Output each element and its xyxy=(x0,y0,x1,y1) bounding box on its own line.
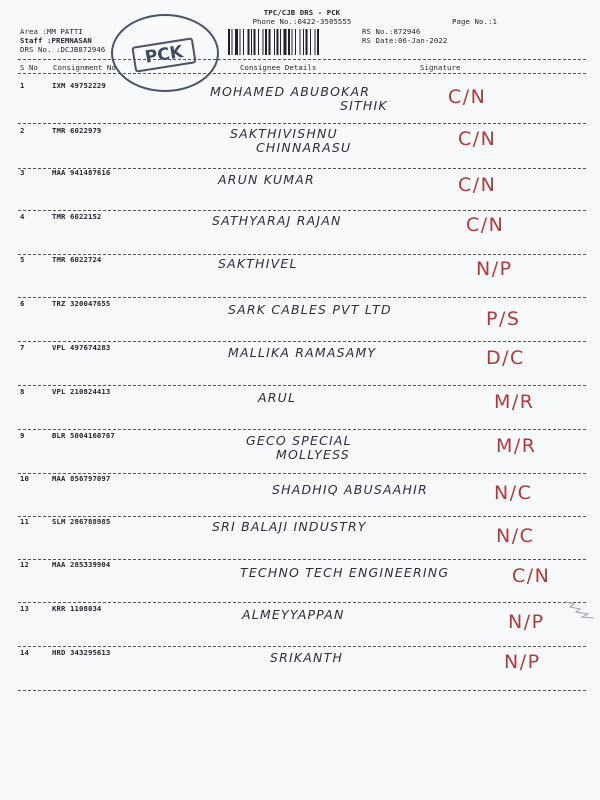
consignee-name: SAKTHIVISHNU xyxy=(230,126,338,141)
consignee-name: SRIKANTH xyxy=(270,650,344,665)
header-rule-bottom xyxy=(18,73,586,74)
row-consignment-number: KRR 1108034 xyxy=(52,604,102,613)
header-meta xyxy=(20,27,105,54)
phone-number: Phone No.:0422-3505555 xyxy=(252,17,352,26)
row-divider xyxy=(18,341,586,342)
col-header-sno: S No xyxy=(20,63,38,72)
row-consignment-number: SLM 286788985 xyxy=(52,517,111,526)
delivery-status-signature: N/C xyxy=(496,525,535,547)
barcode xyxy=(228,29,352,55)
delivery-status-signature: C/N xyxy=(466,214,505,236)
consignee-name: ARUL xyxy=(258,390,297,405)
consignee-name: SHADHIQ ABUSAAHIR xyxy=(272,482,428,497)
consignee-name-line2: CHINNARASU xyxy=(256,140,352,155)
row-sno: 3 xyxy=(20,168,25,177)
delivery-status-signature: C/N xyxy=(458,128,497,150)
row-consignment-number: TMR 6022152 xyxy=(52,212,102,221)
row-consignment-number: BLR 5004160767 xyxy=(52,431,115,440)
delivery-status-signature: P/S xyxy=(486,308,521,330)
row-consignment-number: TRZ 320047655 xyxy=(52,299,111,308)
consignee-name-line2: SITHIK xyxy=(340,98,388,113)
row-divider xyxy=(18,297,586,298)
row-divider xyxy=(18,646,586,647)
consignee-name: ALMEYYAPPAN xyxy=(242,607,345,622)
row-divider xyxy=(18,690,586,691)
col-header-consignment: Consignment No xyxy=(53,63,116,72)
row-divider xyxy=(18,254,586,255)
row-consignment-number: MAA 856797097 xyxy=(52,474,111,483)
delivery-status-signature: C/N xyxy=(448,86,487,108)
stamp-label: PCK xyxy=(131,37,196,72)
row-sno: 11 xyxy=(20,517,29,526)
col-header-consignee-details: Consignee Details xyxy=(240,63,317,72)
row-consignment-number: HRD 343295613 xyxy=(52,648,111,657)
delivery-status-signature: M/R xyxy=(494,391,535,413)
delivery-status-signature: N/P xyxy=(476,258,513,280)
row-consignment-number: VPL 497674283 xyxy=(52,343,111,352)
row-consignment-number: TMR 6022724 xyxy=(52,255,102,264)
row-sno: 12 xyxy=(20,560,29,569)
row-divider xyxy=(18,123,586,124)
row-sno: 1 xyxy=(20,81,25,90)
delivery-status-signature: C/N xyxy=(458,174,497,196)
consignee-name: SRI BALAJI INDUSTRY xyxy=(212,519,367,534)
delivery-status-signature: N/P xyxy=(504,651,541,673)
drs-number: DRS No. :DCJB872946 xyxy=(20,45,106,54)
staff-label: Staff :PREMNASAN xyxy=(20,36,92,45)
row-sno: 10 xyxy=(20,474,29,483)
row-sno: 13 xyxy=(20,604,29,613)
row-consignment-number: VPL 210824413 xyxy=(52,387,111,396)
delivery-status-signature: N/P xyxy=(508,611,545,633)
delivery-status-signature: C/N xyxy=(512,565,551,587)
row-divider xyxy=(18,385,586,386)
doc-title: TPC/CJB DRS - PCK xyxy=(263,8,341,17)
delivery-status-signature: M/R xyxy=(496,435,537,457)
header-rule-top xyxy=(18,59,586,60)
row-consignment-number: MAA 941487616 xyxy=(52,168,111,177)
rs-date: RS Date:06-Jan-2022 xyxy=(362,36,448,45)
consignee-name: SARK CABLES PVT LTD xyxy=(228,302,392,317)
delivery-status-signature: N/C xyxy=(494,482,533,504)
pck-stamp xyxy=(111,14,219,92)
delivery-status-signature: D/C xyxy=(486,347,525,369)
row-divider xyxy=(18,210,586,211)
row-sno: 4 xyxy=(20,212,25,221)
row-sno: 8 xyxy=(20,387,25,396)
consignee-name-line2: MOLLYESS xyxy=(276,447,350,462)
row-sno: 7 xyxy=(20,343,25,352)
row-sno: 6 xyxy=(20,299,25,308)
consignee-name: GECO SPECIAL xyxy=(246,433,352,448)
consignee-name: TECHNO TECH ENGINEERING xyxy=(240,565,450,580)
row-consignment-number: MAA 285339904 xyxy=(52,560,111,569)
rs-number: RS No.:872946 xyxy=(362,27,421,36)
row-divider xyxy=(18,429,586,430)
row-divider xyxy=(18,602,586,603)
consignee-name: MOHAMED ABUBOKAR xyxy=(210,84,371,99)
col-header-signature: Signature xyxy=(420,63,461,72)
consignee-name: SAKTHIVEL xyxy=(218,256,298,271)
row-consignment-number: IXM 49752229 xyxy=(52,81,106,90)
row-sno: 14 xyxy=(20,648,29,657)
consignee-name: SATHYARAJ RAJAN xyxy=(212,213,342,228)
row-sno: 5 xyxy=(20,255,25,264)
consignee-name: MALLIKA RAMASAMY xyxy=(228,345,377,360)
row-consignment-number: TMR 6022979 xyxy=(52,126,102,135)
page-number: Page No.:1 xyxy=(452,17,497,26)
scan-smudge xyxy=(560,598,600,620)
area-label: Area :MM PATTI xyxy=(20,27,83,36)
row-sno: 2 xyxy=(20,126,25,135)
row-sno: 9 xyxy=(20,431,25,440)
consignee-name: ARUN KUMAR xyxy=(218,172,315,187)
